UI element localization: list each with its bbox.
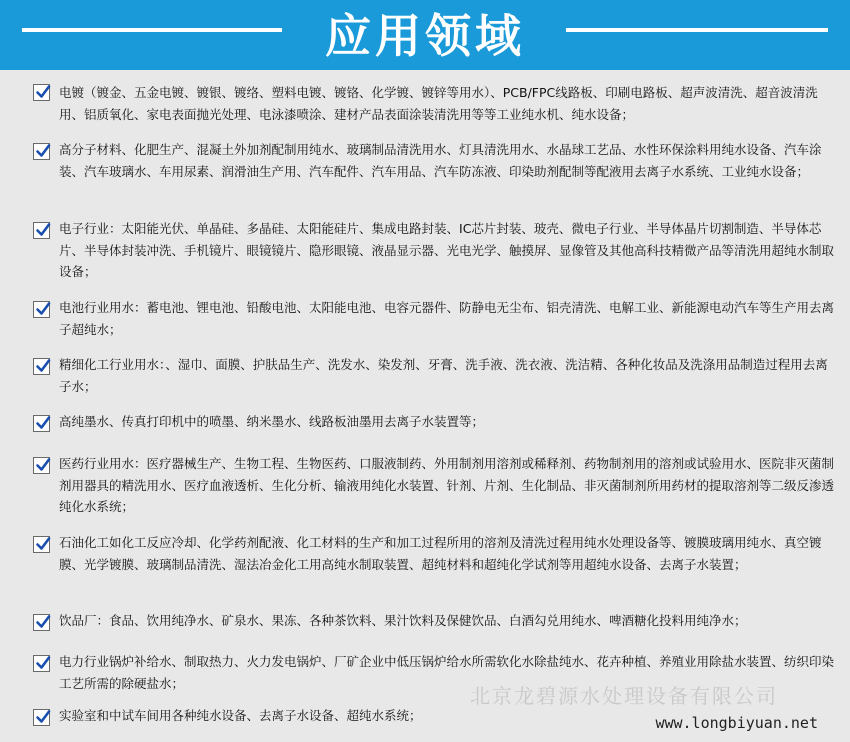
item-text: 电子行业：太阳能光伏、单晶硅、多晶硅、太阳能硅片、集成电路封装、IC芯片封装、玻壳、微电子行业、半导体晶片切割制造、半导体芯片、半导体封装冲洗、手机镜片、眼镜镜片、隐形眼镜、液晶显示器、光电光学、触摸屏、显像管及其他高科技精微产品等清洗用超纯水制取设备； — [59, 221, 835, 279]
item-text: 电镀（镀金、五金电镀、镀银、镀络、塑料电镀、镀铬、化学镀、镀锌等用水）、PCB/FPC线路板、印刷电路板、超声波清洗、超音波清洗用、铝质氧化、家电表面抛光处理、电泳漆喷涂、建材产品表面涂装清洗用等等工业纯水机、纯水设备； — [59, 85, 818, 122]
item-text: 精细化工行业用水：、湿巾、面膜、护肤品生产、洗发水、染发剂、牙膏、洗手液、洗衣液、洗洁精、各种化妆品及洗涤用品制造过程用去离子水； — [59, 357, 828, 394]
header-rule-left — [22, 28, 282, 32]
page-title: 应用领域 — [325, 9, 525, 63]
checkmark-icon — [33, 655, 50, 672]
checkmark-icon — [33, 536, 50, 553]
item-text: 电力行业锅炉补给水、制取热力、火力发电锅炉、厂矿企业中低压锅炉给水所需软化水除盐纯水、花卉种植、养殖业用除盐水装置、纺织印染工艺所需的除硬盐水； — [59, 654, 835, 691]
item-text: 高分子材料、化肥生产、混凝土外加剂配制用纯水、玻璃制品清洗用水、灯具清洗用水、水晶球工艺品、水性环保涂料用纯水设备、汽车涂装、汽车玻璃水、车用尿素、润滑油生产用、汽车配件、汽车用品、汽车防冻液、印染助剂配制等配液用去离子水系统、工业纯水设备； — [59, 142, 822, 179]
checkmark-icon — [33, 358, 50, 375]
website-url: www.longbiyuan.net — [655, 714, 818, 732]
item-text: 石油化工如化工反应冷却、化学药剂配液、化工材料的生产和加工过程所用的溶剂及清洗过程用纯水处理设备等、镀膜玻璃用纯水、真空镀膜、光学镀膜、玻璃制品清洗、湿法冶金化工用高纯水制取装置、超纯材料和超纯化学试剂等用超纯水设备、去离子水装置； — [59, 535, 822, 572]
item-text: 电池行业用水：蓄电池、锂电池、铅酸电池、太阳能电池、电容元器件、防静电无尘布、铝壳清洗、电解工业、新能源电动汽车等生产用去离子超纯水； — [59, 300, 835, 337]
checkmark-icon — [33, 709, 50, 726]
checkmark-icon — [33, 84, 50, 101]
checkmark-icon — [33, 457, 50, 474]
checkmark-icon — [33, 415, 50, 432]
item-text: 饮品厂：食品、饮用纯净水、矿泉水、果冻、各种茶饮料、果汁饮料及保健饮品、白酒勾兑用纯水、啤酒糖化投料用纯净水； — [59, 613, 747, 628]
company-watermark: 北京龙碧源水处理设备有限公司 — [470, 684, 778, 708]
item-text: 实验室和中试车间用各种纯水设备、去离子水设备、超纯水系统； — [59, 708, 422, 723]
item-text: 医药行业用水：医疗器械生产、生物工程、生物医药、口服液制药、外用制剂用溶剂或稀释剂、药物制剂用的溶剂或试验用水、医院非灭菌制剂用器具的精洗用水、医疗血液透析、生化分析、输液用纯化水装置、针剂、片剂、生化制品、非灭菌制剂所用药材的提取溶剂等二级反渗透纯化水系统； — [59, 456, 835, 514]
checkmark-icon — [33, 143, 50, 160]
checkmark-icon — [33, 614, 50, 631]
header-rule-right — [566, 28, 828, 32]
checkmark-icon — [33, 222, 50, 239]
header-banner — [0, 0, 850, 70]
item-text: 高纯墨水、传真打印机中的喷墨、纳米墨水、线路板油墨用去离子水装置等； — [59, 414, 485, 429]
checkmark-icon — [33, 301, 50, 318]
